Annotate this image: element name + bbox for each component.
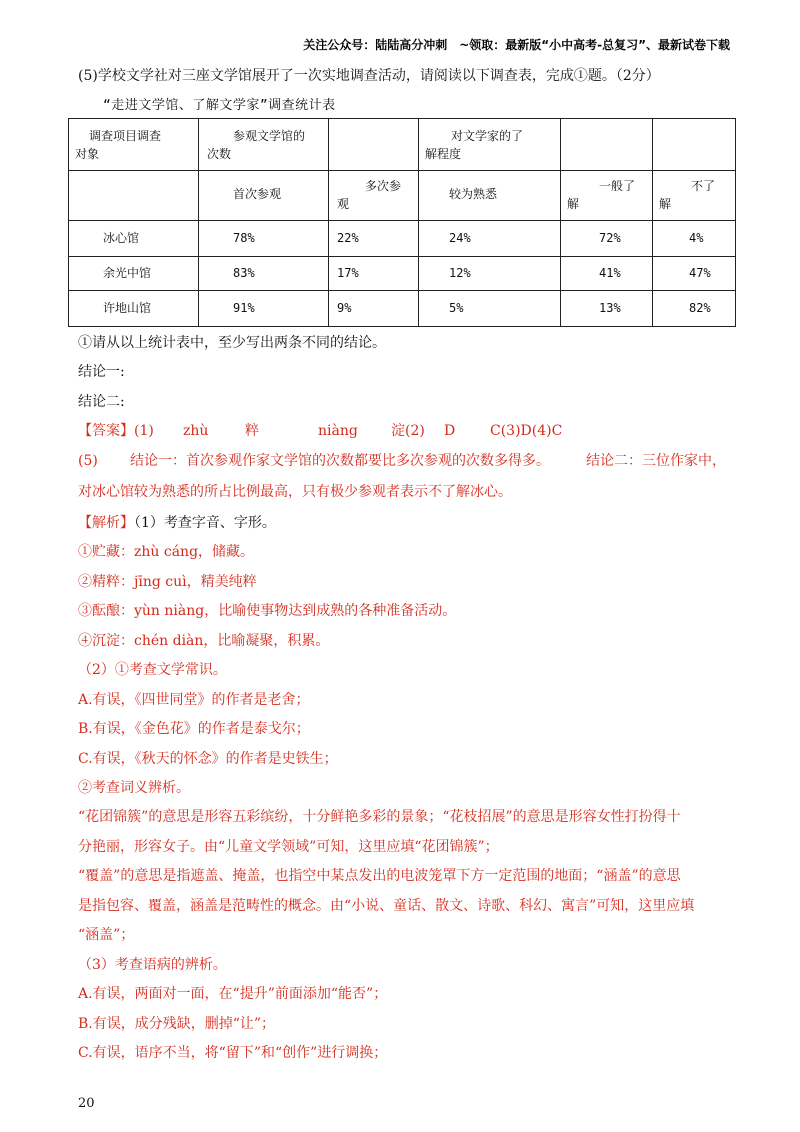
row-familiar-cell	[419, 221, 561, 257]
analysis-line: B.有误，《金色花》的作者是泰戈尔；	[78, 721, 310, 737]
analysis-line: A.有误，两面对一面，在“提升”前面添加“能否”；	[78, 986, 388, 1002]
analysis-line: （3）考查语病的辨析。	[78, 957, 227, 973]
corner-header-line2: 对象	[75, 147, 100, 161]
row-multi-value: 17%	[337, 266, 359, 280]
analysis-line: A.有误，《四世同堂》的作者是老舍；	[78, 692, 310, 708]
analysis-line-1	[78, 514, 276, 532]
row-general-cell	[561, 291, 653, 327]
analysis-line: C.有误，语序不当，将“留下”和“创作”进行调换；	[78, 1045, 388, 1061]
row-first-value: 83%	[233, 266, 255, 280]
sub-unknown-line2: 解	[659, 197, 672, 211]
row-multi-cell	[329, 221, 419, 257]
know-header-line1: 对文学家的了	[451, 129, 524, 143]
row-unknown-cell	[653, 257, 736, 291]
row-familiar-value: 24%	[449, 231, 471, 245]
row-general-value: 72%	[599, 231, 621, 245]
table-row	[69, 291, 736, 327]
row-name: 余光中馆	[103, 266, 152, 280]
answer-line-1	[78, 422, 562, 440]
empty-header-cell	[329, 119, 419, 171]
conclusion-two-label: 结论二:	[78, 394, 125, 410]
sub-general-line2: 解	[567, 197, 580, 211]
row-first-value: 91%	[233, 301, 255, 315]
know-header-cell	[419, 119, 561, 171]
answer-seg-1: zhù	[183, 423, 209, 439]
row-first-cell	[199, 221, 329, 257]
empty-subheader-cell	[69, 171, 199, 221]
corner-header-line1: 调查项目调查	[89, 129, 162, 143]
row-multi-value: 9%	[337, 301, 352, 315]
row-name: 冰心馆	[103, 231, 140, 245]
page-header: 关注公众号：陆陆高分冲刺 ~领取：最新版“小中高考-总复习”、最新试卷下载	[303, 38, 730, 52]
row-multi-cell	[329, 257, 419, 291]
survey-table	[68, 118, 736, 327]
row-unknown-cell	[653, 221, 736, 257]
answer-seg-6: C(3)D(4)C	[490, 423, 563, 439]
analysis-line: ②精粹：jīng cuì，精美纯粹	[78, 574, 257, 590]
visit-header-cell	[199, 119, 329, 171]
analysis-line: B.有误，成分残缺，删掉“让”；	[78, 1016, 276, 1032]
row-first-cell	[199, 291, 329, 327]
answer-seg-5: D	[444, 423, 456, 439]
sub-unknown-cell	[653, 171, 736, 221]
empty-header-cell	[561, 119, 653, 171]
visit-header-line1: 参观文学馆的	[233, 129, 306, 143]
table-row	[69, 257, 736, 291]
sub-multi-line2: 观	[337, 197, 350, 211]
table-subheader-row	[69, 171, 736, 221]
row-unknown-cell	[653, 291, 736, 327]
row-first-value: 78%	[233, 231, 255, 245]
answer-seg-2: 粹	[245, 423, 259, 439]
table-row	[69, 221, 736, 257]
analysis-line: ①贮藏：zhù cáng，储藏。	[78, 544, 255, 560]
answer-line-2	[78, 452, 726, 470]
conclusion-one-label: 结论一:	[78, 364, 125, 380]
sub-multi-line1: 多次参	[365, 179, 402, 193]
answer-conclusion-2-start: 结论二：三位作家中，	[586, 453, 726, 469]
analysis-line: 分艳丽，形容女子。由“儿童文学领域”可知，这里应填“花团锦簇”；	[78, 839, 499, 855]
analysis-intro: （1）考查字音、字形。	[134, 515, 276, 531]
row-unknown-value: 4%	[689, 231, 704, 245]
page-number: 20	[78, 1096, 95, 1111]
row-multi-cell	[329, 291, 419, 327]
answer-seg-3: niàng	[318, 423, 358, 439]
row-first-cell	[199, 257, 329, 291]
sub-general-cell	[561, 171, 653, 221]
row-name-cell	[69, 221, 199, 257]
analysis-line: 是指包容、覆盖，涵盖是范畴性的概念。由“小说、童话、散文、诗歌、科幻、寓言”可知，这里应填	[78, 898, 695, 914]
row-general-cell	[561, 257, 653, 291]
analysis-label: 【解析】	[78, 515, 134, 531]
empty-header-cell	[653, 119, 736, 171]
sub-multi-cell	[329, 171, 419, 221]
sub-first-label: 首次参观	[233, 187, 282, 201]
answer-conclusion-1: 结论一：首次参观作家文学馆的次数都要比多次参观的次数多得多。	[130, 453, 550, 469]
row-multi-value: 22%	[337, 231, 359, 245]
question-prompt: ①请从以上统计表中，至少写出两条不同的结论。	[78, 335, 386, 351]
row-name: 许地山馆	[103, 301, 152, 315]
table-caption: “走进文学馆、了解文学家”调查统计表	[103, 98, 336, 113]
table-header-row	[69, 119, 736, 171]
analysis-line: “花团锦簇”的意思是形容五彩缤纷，十分鲜艳多彩的景象；“花枝招展”的意思是形容女性打扮得十	[78, 809, 681, 825]
row-familiar-value: 12%	[449, 266, 471, 280]
row-familiar-cell	[419, 291, 561, 327]
sub-first-cell	[199, 171, 329, 221]
question-intro: (5)学校文学社对三座文学馆展开了一次实地调查活动，请阅读以下调查表，完成①题。（2分）	[78, 68, 660, 84]
answer-line-2a: (5)	[78, 453, 98, 469]
row-name-cell	[69, 291, 199, 327]
analysis-line: “涵盖”；	[78, 927, 135, 943]
sub-familiar-cell	[419, 171, 561, 221]
analysis-line: C.有误，《秋天的怀念》的作者是史铁生；	[78, 751, 338, 767]
visit-header-line2: 次数	[207, 147, 232, 161]
analysis-line: ④沉淀：chén diàn，比喻凝聚，积累。	[78, 633, 330, 649]
row-unknown-value: 82%	[689, 301, 711, 315]
answer-seg-4: 淀(2)	[391, 423, 425, 439]
analysis-line: ③酝酿：yùn niàng，比喻使事物达到成熟的各种准备活动。	[78, 603, 457, 619]
row-familiar-value: 5%	[449, 301, 464, 315]
row-general-value: 41%	[599, 266, 621, 280]
analysis-line: “覆盖”的意思是指遮盖、掩盖，也指空中某点发出的电波笼罩下方一定范围的地面；“涵盖”的意思	[78, 868, 681, 884]
row-general-value: 13%	[599, 301, 621, 315]
row-general-cell	[561, 221, 653, 257]
corner-header-cell	[69, 119, 199, 171]
know-header-line2: 解程度	[425, 147, 462, 161]
analysis-line: ②考查词义辨析。	[78, 780, 190, 796]
analysis-line: （2）①考查文学常识。	[78, 662, 227, 678]
row-unknown-value: 47%	[689, 266, 711, 280]
row-familiar-cell	[419, 257, 561, 291]
answer-line-3: 对冰心馆较为熟悉的所占比例最高，只有极少参观者表示不了解冰心。	[78, 484, 512, 500]
sub-unknown-line1: 不了	[691, 179, 716, 193]
answer-label: 【答案】(1)	[78, 423, 154, 439]
sub-general-line1: 一般了	[599, 179, 636, 193]
row-name-cell	[69, 257, 199, 291]
sub-familiar-label: 较为熟悉	[449, 187, 498, 201]
